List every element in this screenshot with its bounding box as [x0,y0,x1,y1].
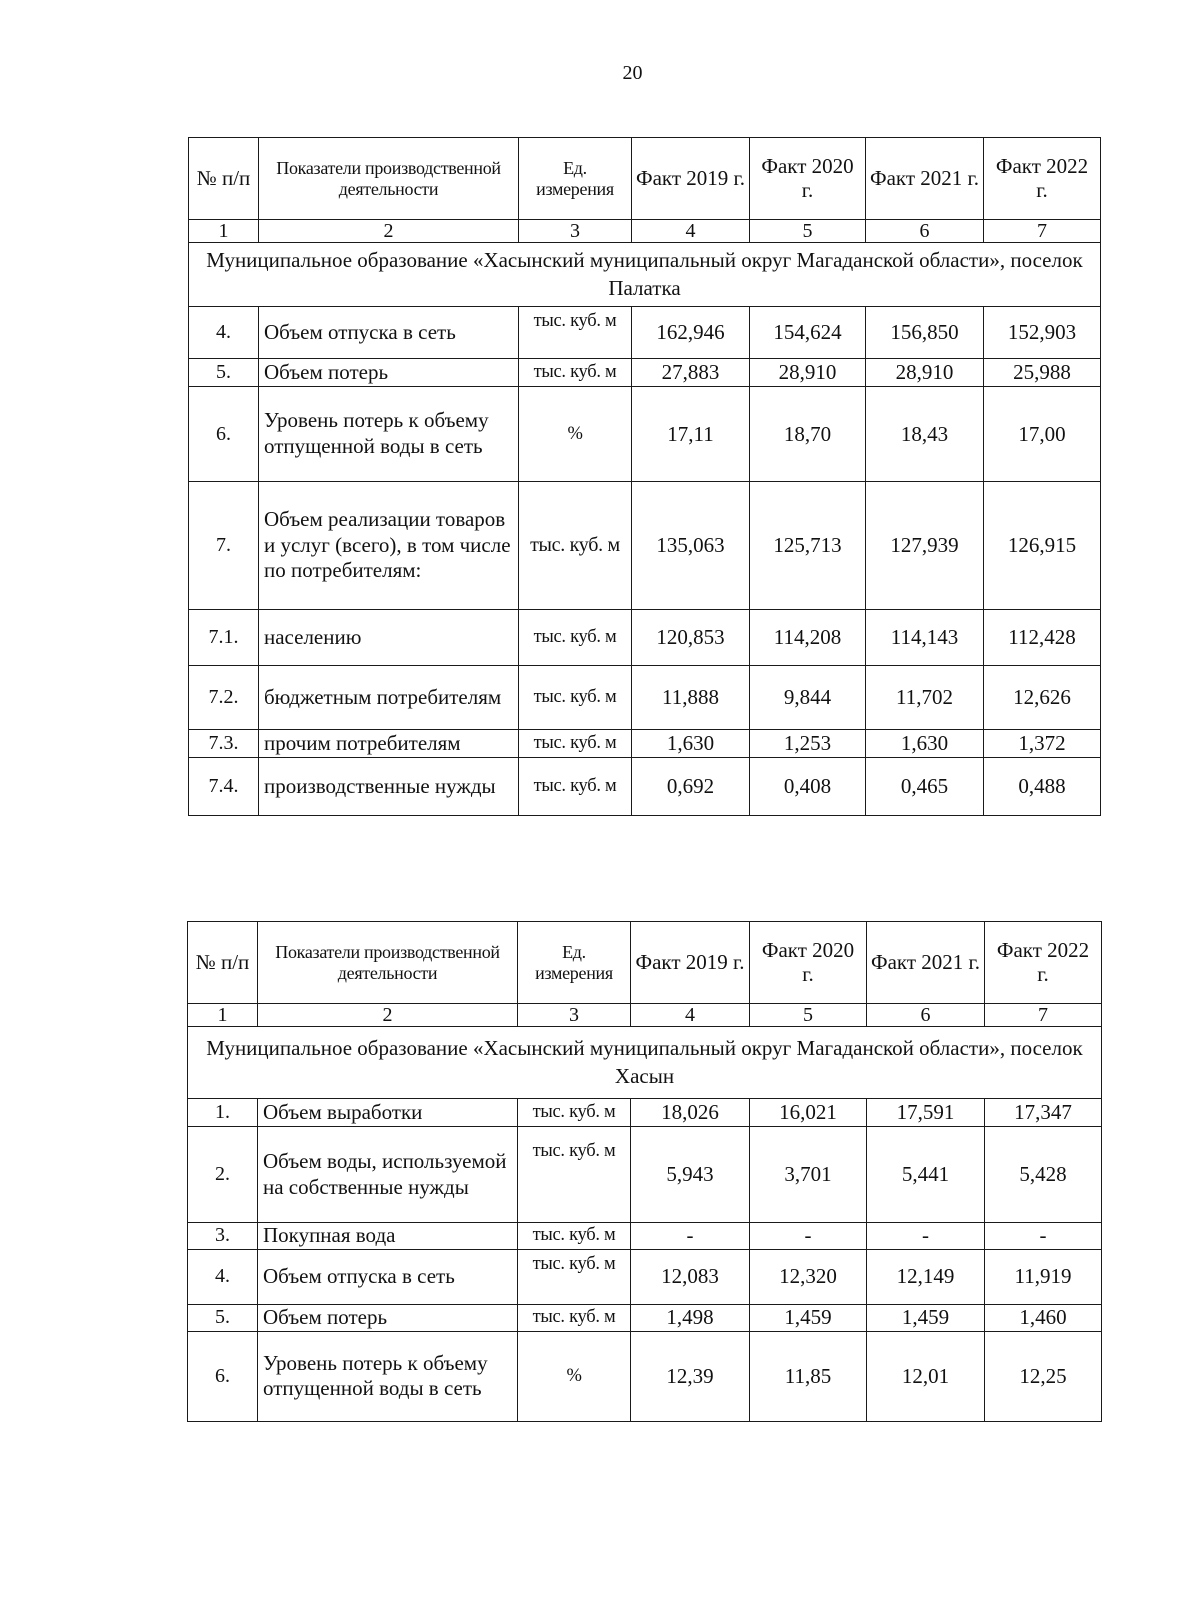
header-2022: Факт 2022 г. [985,922,1102,1004]
col-number: 4 [631,1004,750,1027]
value-2022: 112,428 [984,610,1101,666]
value-2019: 0,692 [632,758,750,816]
row-number: 3. [188,1223,258,1250]
region-row [188,1027,1102,1099]
row-number: 6. [189,387,259,482]
value-2022: 1,460 [985,1304,1102,1331]
value-2020: 1,253 [750,730,866,758]
col-number: 6 [866,220,984,243]
value-2022: 152,903 [984,307,1101,359]
row-unit: тыс. куб. м [519,666,632,730]
row-indicator: Объем реализации товаров и услуг (всего), в том числе по потребителям: [259,482,519,610]
row-unit: тыс. куб. м [518,1249,631,1304]
value-2020: - [750,1223,867,1250]
header-num: № п/п [189,138,259,220]
value-2019: 27,883 [632,359,750,387]
row-number: 6. [188,1331,258,1421]
value-2021: 12,01 [867,1331,985,1421]
row-indicator: Уровень потерь к объему отпущенной воды в сеть [259,387,519,482]
row-indicator: населению [259,610,519,666]
value-2021: 12,149 [867,1249,985,1304]
value-2022: 17,347 [985,1099,1102,1127]
table-row [189,758,1101,816]
row-unit: тыс. куб. м [518,1099,631,1127]
value-2019: 135,063 [632,482,750,610]
value-2022: - [985,1223,1102,1250]
value-2022: 126,915 [984,482,1101,610]
table-row [188,1304,1102,1331]
col-number: 2 [259,220,519,243]
value-2019: 162,946 [632,307,750,359]
table-row [189,610,1101,666]
value-2022: 1,372 [984,730,1101,758]
page-number: 20 [622,62,643,84]
row-number: 2. [188,1127,258,1223]
row-number: 1. [188,1099,258,1127]
region-title: Муниципальное образование «Хасынский муниципальный округ Магаданской области», поселок Хасын [188,1027,1102,1099]
value-2019: 120,853 [632,610,750,666]
value-2022: 12,25 [985,1331,1102,1421]
col-number: 2 [258,1004,518,1027]
column-numbers-row [189,220,1101,243]
header-indicator: Показатели производственной деятельности [259,138,519,220]
row-unit: % [519,387,632,482]
header-unit: Ед. измерения [518,922,631,1004]
value-2021: 5,441 [867,1127,985,1223]
col-number: 7 [984,220,1101,243]
table-row [188,1127,1102,1223]
table-row [188,1099,1102,1127]
header-2021: Факт 2021 г. [867,922,985,1004]
table-row [188,1223,1102,1250]
value-2021: 156,850 [866,307,984,359]
row-number: 4. [188,1249,258,1304]
table-row [189,730,1101,758]
header-2020: Факт 2020 г. [750,922,867,1004]
value-2021: - [867,1223,985,1250]
value-2020: 16,021 [750,1099,867,1127]
value-2021: 0,465 [866,758,984,816]
value-2020: 114,208 [750,610,866,666]
value-2019: 12,083 [631,1249,750,1304]
table-row [188,1249,1102,1304]
header-2019: Факт 2019 г. [632,138,750,220]
row-indicator: производственные нужды [259,758,519,816]
value-2021: 1,630 [866,730,984,758]
value-2019: 1,498 [631,1304,750,1331]
value-2021: 18,43 [866,387,984,482]
value-2021: 28,910 [866,359,984,387]
row-indicator: Покупная вода [258,1223,518,1250]
value-2020: 28,910 [750,359,866,387]
value-2019: - [631,1223,750,1250]
table-row [189,666,1101,730]
table-row [188,1331,1102,1421]
table-row [189,387,1101,482]
row-unit: тыс. куб. м [519,758,632,816]
value-2020: 125,713 [750,482,866,610]
row-indicator: Объем потерь [258,1304,518,1331]
value-2019: 18,026 [631,1099,750,1127]
row-unit: тыс. куб. м [519,730,632,758]
table-row [189,482,1101,610]
row-number: 7.3. [189,730,259,758]
value-2019: 11,888 [632,666,750,730]
row-unit: тыс. куб. м [518,1304,631,1331]
value-2021: 11,702 [866,666,984,730]
header-unit: Ед. измерения [519,138,632,220]
row-indicator: прочим потребителям [259,730,519,758]
value-2020: 11,85 [750,1331,867,1421]
value-2022: 5,428 [985,1127,1102,1223]
value-2020: 9,844 [750,666,866,730]
value-2020: 0,408 [750,758,866,816]
col-number: 7 [985,1004,1102,1027]
col-number: 6 [867,1004,985,1027]
column-numbers-row [188,1004,1102,1027]
col-number: 1 [189,220,259,243]
value-2020: 18,70 [750,387,866,482]
row-unit: тыс. куб. м [519,307,632,359]
row-number: 4. [189,307,259,359]
col-number: 5 [750,1004,867,1027]
row-number: 5. [189,359,259,387]
value-2020: 154,624 [750,307,866,359]
row-indicator: Объем отпуска в сеть [258,1249,518,1304]
value-2021: 127,939 [866,482,984,610]
header-num: № п/п [188,922,258,1004]
value-2022: 17,00 [984,387,1101,482]
row-number: 7.2. [189,666,259,730]
row-number: 7. [189,482,259,610]
value-2019: 5,943 [631,1127,750,1223]
row-indicator: Объем отпуска в сеть [259,307,519,359]
value-2022: 12,626 [984,666,1101,730]
row-indicator: Объем воды, используемой на собственные нужды [258,1127,518,1223]
header-indicator: Показатели производственной деятельности [258,922,518,1004]
row-indicator: Уровень потерь к объему отпущенной воды в сеть [258,1331,518,1421]
value-2022: 11,919 [985,1249,1102,1304]
col-number: 1 [188,1004,258,1027]
row-indicator: бюджетным потребителям [259,666,519,730]
row-number: 7.1. [189,610,259,666]
value-2020: 1,459 [750,1304,867,1331]
value-2022: 25,988 [984,359,1101,387]
value-2020: 3,701 [750,1127,867,1223]
value-2019: 17,11 [632,387,750,482]
row-indicator: Объем выработки [258,1099,518,1127]
header-2020: Факт 2020 г. [750,138,866,220]
table-row [189,307,1101,359]
row-unit: тыс. куб. м [519,359,632,387]
row-unit: тыс. куб. м [518,1223,631,1250]
col-number: 5 [750,220,866,243]
header-row [189,138,1101,220]
value-2021: 1,459 [867,1304,985,1331]
col-number: 4 [632,220,750,243]
value-2019: 1,630 [632,730,750,758]
col-number: 3 [518,1004,631,1027]
row-unit: тыс. куб. м [519,610,632,666]
row-indicator: Объем потерь [259,359,519,387]
row-number: 5. [188,1304,258,1331]
header-2019: Факт 2019 г. [631,922,750,1004]
production-table-palatka [188,137,1101,816]
row-unit: тыс. куб. м [519,482,632,610]
value-2019: 12,39 [631,1331,750,1421]
value-2021: 17,591 [867,1099,985,1127]
production-table-khasyn [187,921,1102,1422]
row-number: 7.4. [189,758,259,816]
region-title: Муниципальное образование «Хасынский муниципальный округ Магаданской области», поселок Палатка [189,243,1101,307]
value-2020: 12,320 [750,1249,867,1304]
value-2022: 0,488 [984,758,1101,816]
header-2021: Факт 2021 г. [866,138,984,220]
row-unit: % [518,1331,631,1421]
col-number: 3 [519,220,632,243]
header-row [188,922,1102,1004]
row-unit: тыс. куб. м [518,1127,631,1223]
table-row [189,359,1101,387]
header-2022: Факт 2022 г. [984,138,1101,220]
region-row [189,243,1101,307]
value-2021: 114,143 [866,610,984,666]
